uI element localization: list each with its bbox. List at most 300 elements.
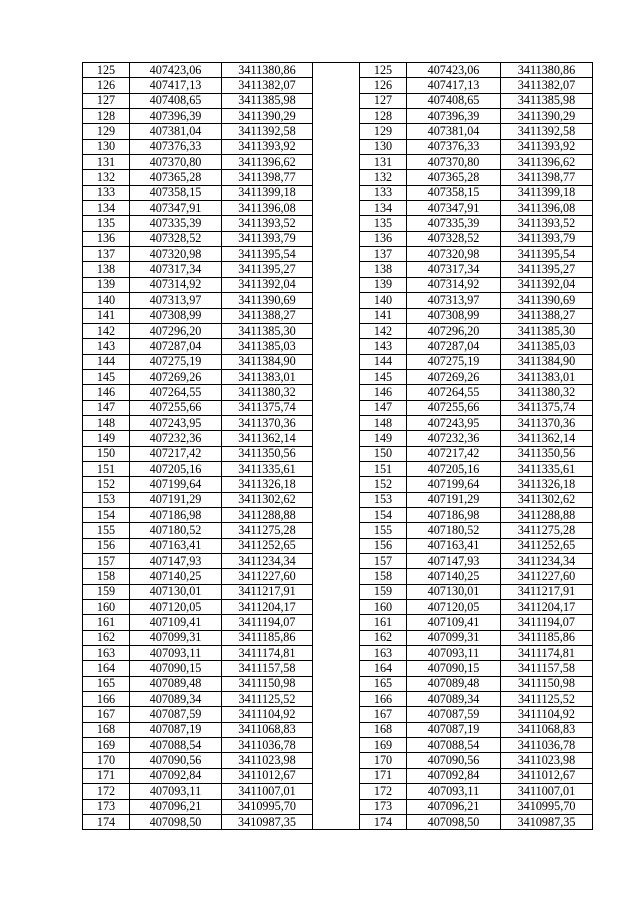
x-coordinate-cell: 407130,01 — [130, 584, 222, 599]
x-coordinate-cell: 407308,99 — [130, 308, 222, 323]
x-coordinate-cell: 407347,91 — [130, 201, 222, 216]
y-coordinate-cell-copy: 3411157,58 — [501, 661, 593, 676]
y-coordinate-cell-copy: 3411385,03 — [501, 339, 593, 354]
y-coordinate-cell: 3411326,18 — [222, 477, 313, 492]
table-row — [83, 600, 593, 615]
y-coordinate-cell-copy: 3411390,29 — [501, 109, 593, 124]
y-coordinate-cell-copy: 3411012,67 — [501, 768, 593, 783]
point-number-cell-copy: 167 — [360, 707, 407, 722]
table-row — [83, 507, 593, 522]
y-coordinate-cell: 3411023,98 — [222, 753, 313, 768]
y-coordinate-cell: 3411384,90 — [222, 354, 313, 369]
y-coordinate-cell: 3411375,74 — [222, 400, 313, 415]
column-gap — [313, 262, 360, 277]
y-coordinate-cell-copy: 3411375,74 — [501, 400, 593, 415]
point-number-cell: 150 — [83, 446, 130, 461]
y-coordinate-cell: 3411252,65 — [222, 538, 313, 553]
point-number-cell: 154 — [83, 507, 130, 522]
point-number-cell: 171 — [83, 768, 130, 783]
x-coordinate-cell: 407317,34 — [130, 262, 222, 277]
table-row — [83, 461, 593, 476]
x-coordinate-cell-copy: 407217,42 — [407, 446, 501, 461]
y-coordinate-cell-copy: 3410995,70 — [501, 799, 593, 814]
y-coordinate-cell: 3411398,77 — [222, 170, 313, 185]
x-coordinate-cell-copy: 407243,95 — [407, 415, 501, 430]
point-number-cell: 143 — [83, 339, 130, 354]
point-number-cell-copy: 164 — [360, 661, 407, 676]
x-coordinate-cell-copy: 407396,39 — [407, 109, 501, 124]
x-coordinate-cell: 407090,15 — [130, 661, 222, 676]
y-coordinate-cell-copy: 3411227,60 — [501, 569, 593, 584]
y-coordinate-cell-copy: 3411150,98 — [501, 676, 593, 691]
point-number-cell-copy: 163 — [360, 646, 407, 661]
point-number-cell: 148 — [83, 415, 130, 430]
x-coordinate-cell: 407096,21 — [130, 799, 222, 814]
y-coordinate-cell: 3411362,14 — [222, 431, 313, 446]
table-row — [83, 185, 593, 200]
point-number-cell-copy: 134 — [360, 201, 407, 216]
column-gap — [313, 738, 360, 753]
point-number-cell: 164 — [83, 661, 130, 676]
y-coordinate-cell: 3411383,01 — [222, 369, 313, 384]
point-number-cell-copy: 144 — [360, 354, 407, 369]
point-number-cell-copy: 129 — [360, 124, 407, 139]
column-gap — [313, 584, 360, 599]
x-coordinate-cell-copy: 407423,06 — [407, 63, 501, 78]
y-coordinate-cell-copy: 3411385,30 — [501, 323, 593, 338]
x-coordinate-cell: 407370,80 — [130, 155, 222, 170]
column-gap — [313, 630, 360, 645]
y-coordinate-cell: 3411382,07 — [222, 78, 313, 93]
y-coordinate-cell: 3411393,52 — [222, 216, 313, 231]
y-coordinate-cell: 3411393,79 — [222, 231, 313, 246]
y-coordinate-cell-copy: 3411023,98 — [501, 753, 593, 768]
table-row — [83, 231, 593, 246]
table-row — [83, 738, 593, 753]
x-coordinate-cell: 407191,29 — [130, 492, 222, 507]
x-coordinate-cell: 407186,98 — [130, 507, 222, 522]
point-number-cell-copy: 156 — [360, 538, 407, 553]
column-gap — [313, 446, 360, 461]
point-number-cell: 168 — [83, 722, 130, 737]
table-row — [83, 201, 593, 216]
table-row — [83, 814, 593, 829]
point-number-cell-copy: 138 — [360, 262, 407, 277]
point-number-cell-copy: 141 — [360, 308, 407, 323]
y-coordinate-cell-copy: 3411275,28 — [501, 523, 593, 538]
point-number-cell: 149 — [83, 431, 130, 446]
y-coordinate-cell: 3411194,07 — [222, 615, 313, 630]
x-coordinate-cell-copy: 407147,93 — [407, 554, 501, 569]
y-coordinate-cell-copy: 3411393,52 — [501, 216, 593, 231]
x-coordinate-cell: 407335,39 — [130, 216, 222, 231]
table-row — [83, 569, 593, 584]
table-row — [83, 262, 593, 277]
x-coordinate-cell: 407396,39 — [130, 109, 222, 124]
x-coordinate-cell-copy: 407269,26 — [407, 369, 501, 384]
column-gap — [313, 722, 360, 737]
table-row — [83, 722, 593, 737]
point-number-cell: 163 — [83, 646, 130, 661]
x-coordinate-cell-copy: 407130,01 — [407, 584, 501, 599]
point-number-cell-copy: 130 — [360, 139, 407, 154]
x-coordinate-cell-copy: 407092,84 — [407, 768, 501, 783]
point-number-cell: 167 — [83, 707, 130, 722]
x-coordinate-cell-copy: 407347,91 — [407, 201, 501, 216]
point-number-cell: 157 — [83, 554, 130, 569]
y-coordinate-cell: 3411217,91 — [222, 584, 313, 599]
point-number-cell-copy: 162 — [360, 630, 407, 645]
x-coordinate-cell-copy: 407314,92 — [407, 277, 501, 292]
point-number-cell: 162 — [83, 630, 130, 645]
point-number-cell-copy: 140 — [360, 293, 407, 308]
point-number-cell: 172 — [83, 784, 130, 799]
y-coordinate-cell-copy: 3411370,36 — [501, 415, 593, 430]
y-coordinate-cell: 3411234,34 — [222, 554, 313, 569]
x-coordinate-cell: 407087,59 — [130, 707, 222, 722]
x-coordinate-cell: 407269,26 — [130, 369, 222, 384]
y-coordinate-cell-copy: 3411396,08 — [501, 201, 593, 216]
y-coordinate-cell: 3411302,62 — [222, 492, 313, 507]
column-gap — [313, 201, 360, 216]
x-coordinate-cell-copy: 407328,52 — [407, 231, 501, 246]
column-gap — [313, 63, 360, 78]
column-gap — [313, 155, 360, 170]
y-coordinate-cell: 3411392,58 — [222, 124, 313, 139]
point-number-cell-copy: 131 — [360, 155, 407, 170]
table-row — [83, 277, 593, 292]
table-row — [83, 646, 593, 661]
x-coordinate-cell-copy: 407417,13 — [407, 78, 501, 93]
point-number-cell-copy: 154 — [360, 507, 407, 522]
table-row — [83, 293, 593, 308]
x-coordinate-cell-copy: 407093,11 — [407, 646, 501, 661]
column-gap — [313, 676, 360, 691]
point-number-cell: 126 — [83, 78, 130, 93]
table-row — [83, 323, 593, 338]
point-number-cell-copy: 146 — [360, 385, 407, 400]
y-coordinate-cell: 3411185,86 — [222, 630, 313, 645]
column-gap — [313, 323, 360, 338]
table-row — [83, 63, 593, 78]
point-number-cell: 174 — [83, 814, 130, 829]
x-coordinate-cell-copy: 407090,56 — [407, 753, 501, 768]
point-number-cell-copy: 168 — [360, 722, 407, 737]
y-coordinate-cell: 3411068,83 — [222, 722, 313, 737]
point-number-cell: 151 — [83, 461, 130, 476]
column-gap — [313, 124, 360, 139]
point-number-cell: 132 — [83, 170, 130, 185]
table-row — [83, 768, 593, 783]
y-coordinate-cell-copy: 3411204,17 — [501, 600, 593, 615]
point-number-cell: 129 — [83, 124, 130, 139]
x-coordinate-cell: 407287,04 — [130, 339, 222, 354]
x-coordinate-cell-copy: 407191,29 — [407, 492, 501, 507]
column-gap — [313, 216, 360, 231]
x-coordinate-cell: 407320,98 — [130, 247, 222, 262]
point-number-cell: 134 — [83, 201, 130, 216]
y-coordinate-cell-copy: 3411007,01 — [501, 784, 593, 799]
y-coordinate-cell: 3411385,98 — [222, 93, 313, 108]
point-number-cell: 152 — [83, 477, 130, 492]
y-coordinate-cell-copy: 3411390,69 — [501, 293, 593, 308]
point-number-cell: 141 — [83, 308, 130, 323]
x-coordinate-cell: 407205,16 — [130, 461, 222, 476]
y-coordinate-cell: 3411227,60 — [222, 569, 313, 584]
point-number-cell: 131 — [83, 155, 130, 170]
y-coordinate-cell: 3411007,01 — [222, 784, 313, 799]
y-coordinate-cell-copy: 3411350,56 — [501, 446, 593, 461]
point-number-cell: 170 — [83, 753, 130, 768]
y-coordinate-cell: 3411350,56 — [222, 446, 313, 461]
table-row — [83, 538, 593, 553]
x-coordinate-cell: 407099,31 — [130, 630, 222, 645]
table-row — [83, 385, 593, 400]
y-coordinate-cell-copy: 3411392,58 — [501, 124, 593, 139]
point-number-cell: 125 — [83, 63, 130, 78]
column-gap — [313, 600, 360, 615]
x-coordinate-cell-copy: 407096,21 — [407, 799, 501, 814]
x-coordinate-cell-copy: 407093,11 — [407, 784, 501, 799]
table-row — [83, 216, 593, 231]
x-coordinate-cell-copy: 407275,19 — [407, 354, 501, 369]
y-coordinate-cell-copy: 3411380,32 — [501, 385, 593, 400]
y-coordinate-cell-copy: 3411068,83 — [501, 722, 593, 737]
y-coordinate-cell-copy: 3411362,14 — [501, 431, 593, 446]
point-number-cell-copy: 158 — [360, 569, 407, 584]
table-row — [83, 584, 593, 599]
column-gap — [313, 615, 360, 630]
column-gap — [313, 400, 360, 415]
y-coordinate-cell: 3411390,69 — [222, 293, 313, 308]
x-coordinate-cell: 407089,34 — [130, 692, 222, 707]
point-number-cell-copy: 137 — [360, 247, 407, 262]
point-number-cell: 138 — [83, 262, 130, 277]
x-coordinate-cell: 407275,19 — [130, 354, 222, 369]
point-number-cell: 137 — [83, 247, 130, 262]
point-number-cell: 142 — [83, 323, 130, 338]
y-coordinate-cell-copy: 3411398,77 — [501, 170, 593, 185]
y-coordinate-cell-copy: 3411382,07 — [501, 78, 593, 93]
y-coordinate-cell: 3411396,62 — [222, 155, 313, 170]
point-number-cell-copy: 139 — [360, 277, 407, 292]
x-coordinate-cell-copy: 407186,98 — [407, 507, 501, 522]
x-coordinate-cell: 407199,64 — [130, 477, 222, 492]
table-row — [83, 477, 593, 492]
point-number-cell: 158 — [83, 569, 130, 584]
point-number-cell-copy: 153 — [360, 492, 407, 507]
point-number-cell-copy: 157 — [360, 554, 407, 569]
x-coordinate-cell-copy: 407098,50 — [407, 814, 501, 829]
point-number-cell-copy: 127 — [360, 93, 407, 108]
column-gap — [313, 293, 360, 308]
column-gap — [313, 308, 360, 323]
y-coordinate-cell: 3410987,35 — [222, 814, 313, 829]
column-gap — [313, 93, 360, 108]
point-number-cell-copy: 143 — [360, 339, 407, 354]
point-number-cell: 130 — [83, 139, 130, 154]
point-number-cell-copy: 150 — [360, 446, 407, 461]
x-coordinate-cell: 407098,50 — [130, 814, 222, 829]
point-number-cell-copy: 128 — [360, 109, 407, 124]
x-coordinate-cell: 407217,42 — [130, 446, 222, 461]
column-gap — [313, 170, 360, 185]
x-coordinate-cell-copy: 407320,98 — [407, 247, 501, 262]
column-gap — [313, 431, 360, 446]
table-body — [83, 63, 593, 830]
y-coordinate-cell: 3411392,04 — [222, 277, 313, 292]
table-row — [83, 339, 593, 354]
point-number-cell-copy: 174 — [360, 814, 407, 829]
y-coordinate-cell-copy: 3411395,27 — [501, 262, 593, 277]
x-coordinate-cell-copy: 407199,64 — [407, 477, 501, 492]
y-coordinate-cell: 3411370,36 — [222, 415, 313, 430]
x-coordinate-cell-copy: 407308,99 — [407, 308, 501, 323]
column-gap — [313, 507, 360, 522]
x-coordinate-cell-copy: 407264,55 — [407, 385, 501, 400]
y-coordinate-cell-copy: 3411302,62 — [501, 492, 593, 507]
x-coordinate-cell: 407313,97 — [130, 293, 222, 308]
x-coordinate-cell-copy: 407370,80 — [407, 155, 501, 170]
table-row — [83, 170, 593, 185]
x-coordinate-cell-copy: 407180,52 — [407, 523, 501, 538]
y-coordinate-cell-copy: 3411380,86 — [501, 63, 593, 78]
point-number-cell-copy: 173 — [360, 799, 407, 814]
column-gap — [313, 707, 360, 722]
column-gap — [313, 369, 360, 384]
y-coordinate-cell-copy: 3411396,62 — [501, 155, 593, 170]
x-coordinate-cell-copy: 407089,48 — [407, 676, 501, 691]
x-coordinate-cell: 407296,20 — [130, 323, 222, 338]
point-number-cell: 140 — [83, 293, 130, 308]
column-gap — [313, 538, 360, 553]
x-coordinate-cell-copy: 407381,04 — [407, 124, 501, 139]
y-coordinate-cell-copy: 3411384,90 — [501, 354, 593, 369]
x-coordinate-cell: 407092,84 — [130, 768, 222, 783]
point-number-cell: 146 — [83, 385, 130, 400]
column-gap — [313, 231, 360, 246]
y-coordinate-cell-copy: 3411104,92 — [501, 707, 593, 722]
y-coordinate-cell: 3411396,08 — [222, 201, 313, 216]
point-number-cell-copy: 132 — [360, 170, 407, 185]
table-row — [83, 615, 593, 630]
point-number-cell-copy: 151 — [360, 461, 407, 476]
point-number-cell: 156 — [83, 538, 130, 553]
y-coordinate-cell: 3411393,92 — [222, 139, 313, 154]
x-coordinate-cell: 407381,04 — [130, 124, 222, 139]
table-row — [83, 630, 593, 645]
x-coordinate-cell: 407180,52 — [130, 523, 222, 538]
x-coordinate-cell-copy: 407099,31 — [407, 630, 501, 645]
x-coordinate-cell: 407087,19 — [130, 722, 222, 737]
x-coordinate-cell: 407417,13 — [130, 78, 222, 93]
y-coordinate-cell-copy: 3410987,35 — [501, 814, 593, 829]
column-gap — [313, 461, 360, 476]
x-coordinate-cell-copy: 407313,97 — [407, 293, 501, 308]
table-row — [83, 799, 593, 814]
y-coordinate-cell: 3411204,17 — [222, 600, 313, 615]
y-coordinate-cell-copy: 3411234,34 — [501, 554, 593, 569]
point-number-cell-copy: 142 — [360, 323, 407, 338]
y-coordinate-cell: 3411390,29 — [222, 109, 313, 124]
y-coordinate-cell-copy: 3411392,04 — [501, 277, 593, 292]
point-number-cell: 155 — [83, 523, 130, 538]
y-coordinate-cell: 3411380,32 — [222, 385, 313, 400]
point-number-cell: 139 — [83, 277, 130, 292]
x-coordinate-cell: 407090,56 — [130, 753, 222, 768]
y-coordinate-cell-copy: 3411335,61 — [501, 461, 593, 476]
x-coordinate-cell-copy: 407365,28 — [407, 170, 501, 185]
point-number-cell: 169 — [83, 738, 130, 753]
column-gap — [313, 139, 360, 154]
point-number-cell: 136 — [83, 231, 130, 246]
y-coordinate-cell-copy: 3411125,52 — [501, 692, 593, 707]
x-coordinate-cell-copy: 407376,33 — [407, 139, 501, 154]
y-coordinate-cell: 3411036,78 — [222, 738, 313, 753]
table-row — [83, 784, 593, 799]
x-coordinate-cell: 407328,52 — [130, 231, 222, 246]
y-coordinate-cell-copy: 3411194,07 — [501, 615, 593, 630]
point-number-cell: 161 — [83, 615, 130, 630]
table-row — [83, 523, 593, 538]
x-coordinate-cell-copy: 407232,36 — [407, 431, 501, 446]
point-number-cell-copy: 126 — [360, 78, 407, 93]
point-number-cell: 173 — [83, 799, 130, 814]
x-coordinate-cell-copy: 407335,39 — [407, 216, 501, 231]
y-coordinate-cell-copy: 3411393,92 — [501, 139, 593, 154]
table-row — [83, 753, 593, 768]
y-coordinate-cell-copy: 3411288,88 — [501, 507, 593, 522]
point-number-cell-copy: 160 — [360, 600, 407, 615]
point-number-cell-copy: 136 — [360, 231, 407, 246]
table-row — [83, 400, 593, 415]
point-number-cell: 145 — [83, 369, 130, 384]
x-coordinate-cell: 407147,93 — [130, 554, 222, 569]
point-number-cell-copy: 170 — [360, 753, 407, 768]
y-coordinate-cell: 3410995,70 — [222, 799, 313, 814]
x-coordinate-cell: 407358,15 — [130, 185, 222, 200]
column-gap — [313, 354, 360, 369]
table-row — [83, 446, 593, 461]
column-gap — [313, 78, 360, 93]
x-coordinate-cell-copy: 407408,65 — [407, 93, 501, 108]
point-number-cell: 133 — [83, 185, 130, 200]
x-coordinate-cell-copy: 407296,20 — [407, 323, 501, 338]
table-row — [83, 139, 593, 154]
table-row — [83, 692, 593, 707]
point-number-cell: 147 — [83, 400, 130, 415]
x-coordinate-cell: 407408,65 — [130, 93, 222, 108]
y-coordinate-cell-copy: 3411185,86 — [501, 630, 593, 645]
y-coordinate-cell: 3411385,30 — [222, 323, 313, 338]
x-coordinate-cell: 407089,48 — [130, 676, 222, 691]
point-number-cell-copy: 133 — [360, 185, 407, 200]
x-coordinate-cell-copy: 407088,54 — [407, 738, 501, 753]
x-coordinate-cell: 407120,05 — [130, 600, 222, 615]
point-number-cell-copy: 152 — [360, 477, 407, 492]
x-coordinate-cell-copy: 407120,05 — [407, 600, 501, 615]
y-coordinate-cell-copy: 3411395,54 — [501, 247, 593, 262]
column-gap — [313, 492, 360, 507]
x-coordinate-cell: 407264,55 — [130, 385, 222, 400]
y-coordinate-cell: 3411104,92 — [222, 707, 313, 722]
column-gap — [313, 814, 360, 829]
y-coordinate-cell-copy: 3411383,01 — [501, 369, 593, 384]
y-coordinate-cell-copy: 3411252,65 — [501, 538, 593, 553]
table-row — [83, 78, 593, 93]
point-number-cell-copy: 166 — [360, 692, 407, 707]
y-coordinate-cell-copy: 3411326,18 — [501, 477, 593, 492]
